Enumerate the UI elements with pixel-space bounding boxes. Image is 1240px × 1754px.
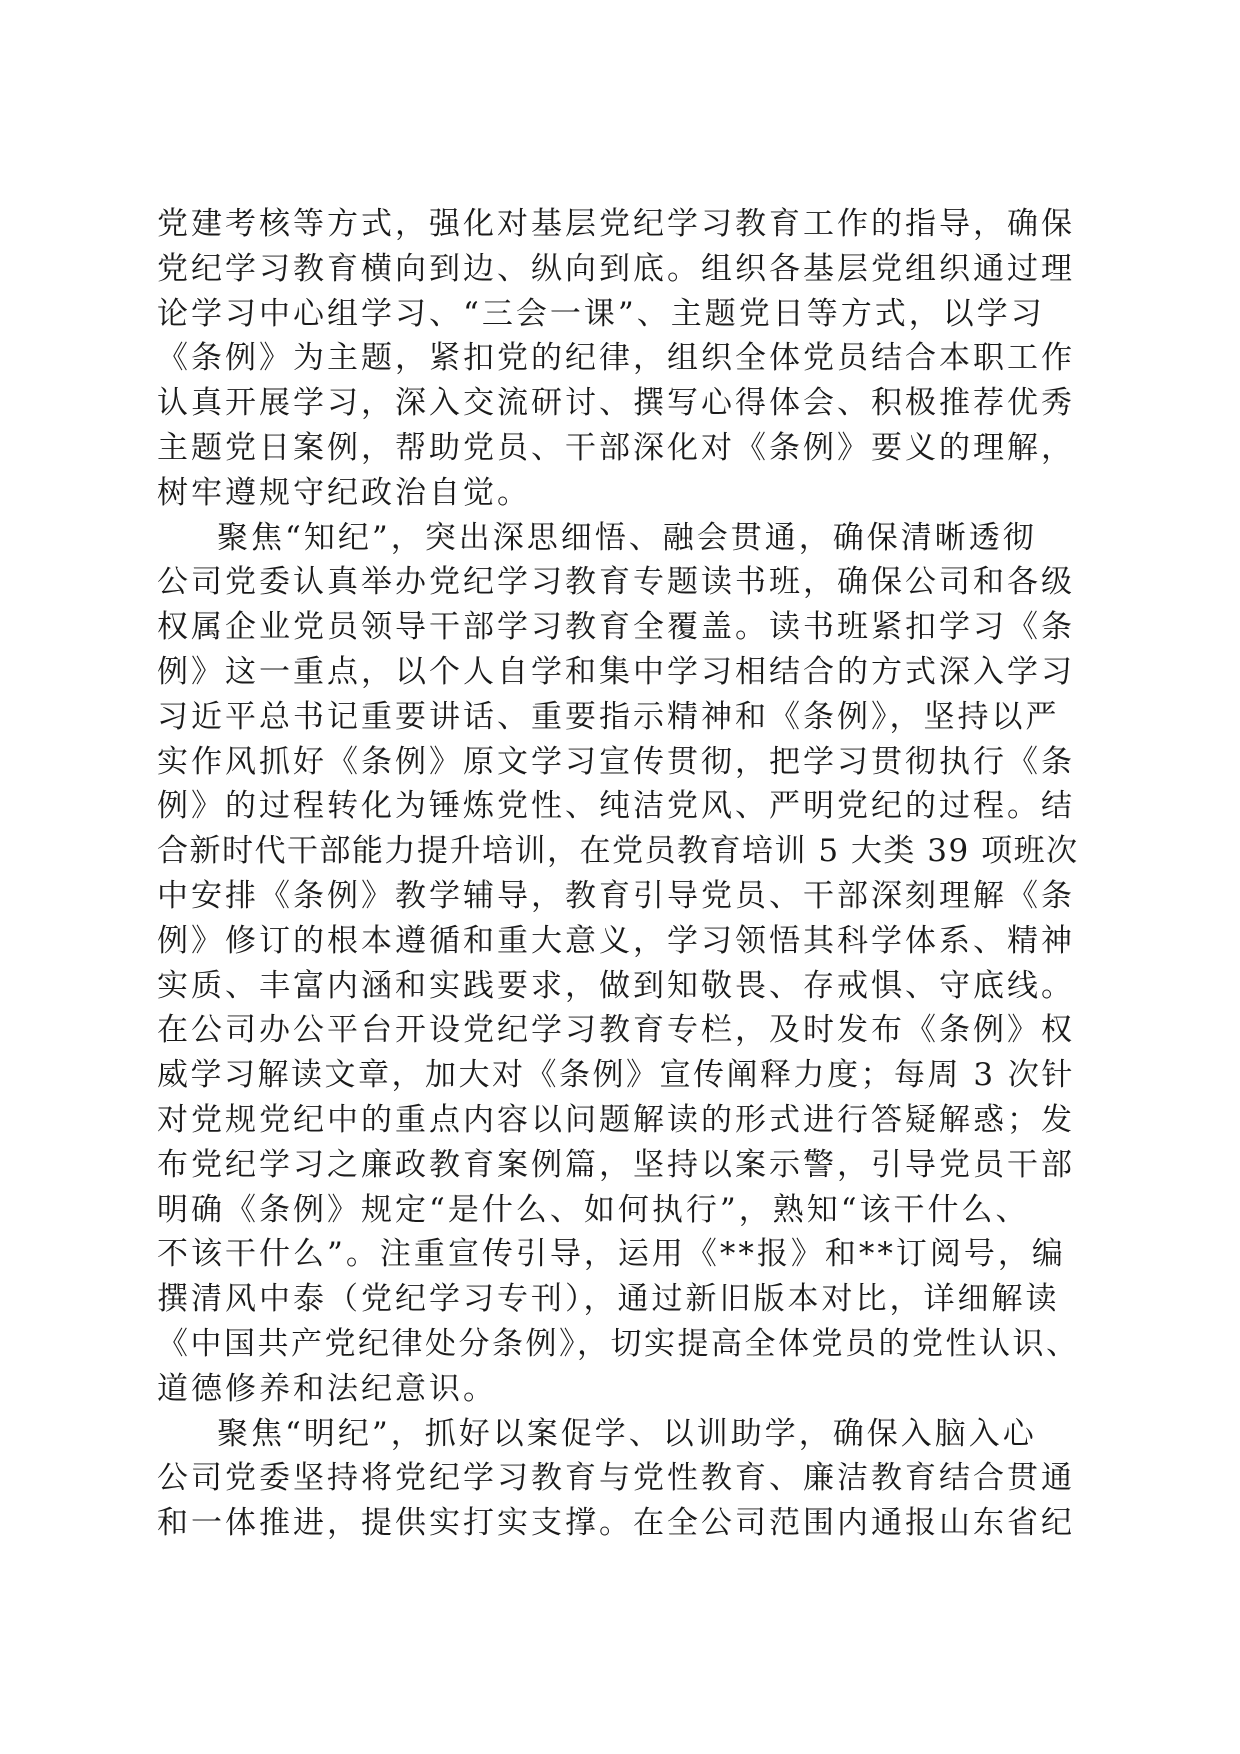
text-line: 权属企业党员领导干部学习教育全覆盖。读书班紧扣学习《条 (157, 609, 1075, 646)
text-line: 对党规党纪中的重点内容以问题解读的形式进行答疑解惑；发 (157, 1101, 1075, 1138)
text-line: 公司党委认真举办党纪学习教育专题读书班，确保公司和各级 (157, 564, 1075, 601)
text-line: 《中国共产党纪律处分条例》，切实提高全体党员的党性认识、 (157, 1325, 1080, 1362)
text-line: 公司党委坚持将党纪学习教育与党性教育、廉洁教育结合贯通 (157, 1460, 1075, 1497)
text-line: 树牢遵规守纪政治自觉。 (157, 474, 531, 511)
text-line: 例》这一重点，以个人自学和集中学习相结合的方式深入学习 (157, 653, 1075, 690)
text-line: 党建考核等方式，强化对基层党纪学习教育工作的指导，确保 (157, 206, 1075, 242)
text-line: 例》修订的根本遵循和重大意义，学习领悟其科学体系、精神 (157, 922, 1075, 959)
text-line: 实作风抓好《条例》原文学习宣传贯彻，把学习贯彻执行《条 (157, 743, 1075, 780)
text-line: 实质、丰富内涵和实践要求，做到知敬畏、存戒惧、守底线。 (157, 967, 1075, 1004)
text-line: 布党纪学习之廉政教育案例篇，坚持以案示警，引导党员干部 (157, 1146, 1075, 1183)
text-line: 认真开展学习，深入交流研讨、撰写心得体会、积极推荐优秀 (157, 385, 1075, 422)
text-line: 中安排《条例》教学辅导，教育引导党员、干部深刻理解《条 (157, 877, 1075, 914)
text-line: 聚焦“知纪”，突出深思细悟、融会贯通，确保清晰透彻 (217, 519, 1037, 556)
text-line: 撰清风中泰（党纪学习专刊），通过新旧版本对比，详细解读 (157, 1281, 1060, 1318)
text-line: 明确《条例》规定“是什么、如何执行”，熟知“该干什么、 (157, 1191, 1030, 1228)
text-line: 威学习解读文章，加大对《条例》宣传阐释力度；每周 3 次针 (157, 1057, 1075, 1094)
document-body (157, 202, 1087, 1546)
text-line: 主题党日案例，帮助党员、干部深化对《条例》要义的理解， (157, 429, 1075, 466)
text-line: 习近平总书记重要讲话、重要指示精神和《条例》，坚持以严 (157, 698, 1060, 735)
text-line: 党纪学习教育横向到边、纵向到底。组织各基层党组织通过理 (157, 250, 1075, 287)
text-line: 不该干什么”。注重宣传引导，运用《**报》和**订阅号，编 (157, 1236, 1066, 1273)
text-line: 聚焦“明纪”，抓好以案促学、以训助学，确保入脑入心 (217, 1415, 1037, 1452)
text-line: 合新时代干部能力提升培训，在党员教育培训 5 大类 39 项班次 (157, 833, 1079, 870)
text-line: 道德修养和法纪意识。 (157, 1370, 497, 1407)
text-line: 《条例》为主题，紧扣党的纪律，组织全体党员结合本职工作 (157, 340, 1075, 377)
text-line: 论学习中心组学习、“三会一课”、主题党日等方式，以学习 (157, 295, 1045, 332)
text-line: 和一体推进，提供实打实支撑。在全公司范围内通报山东省纪 (157, 1505, 1075, 1542)
text-line: 在公司办公平台开设党纪学习教育专栏，及时发布《条例》权 (157, 1012, 1075, 1049)
text-line: 例》的过程转化为锤炼党性、纯洁党风、严明党纪的过程。结 (157, 788, 1075, 825)
